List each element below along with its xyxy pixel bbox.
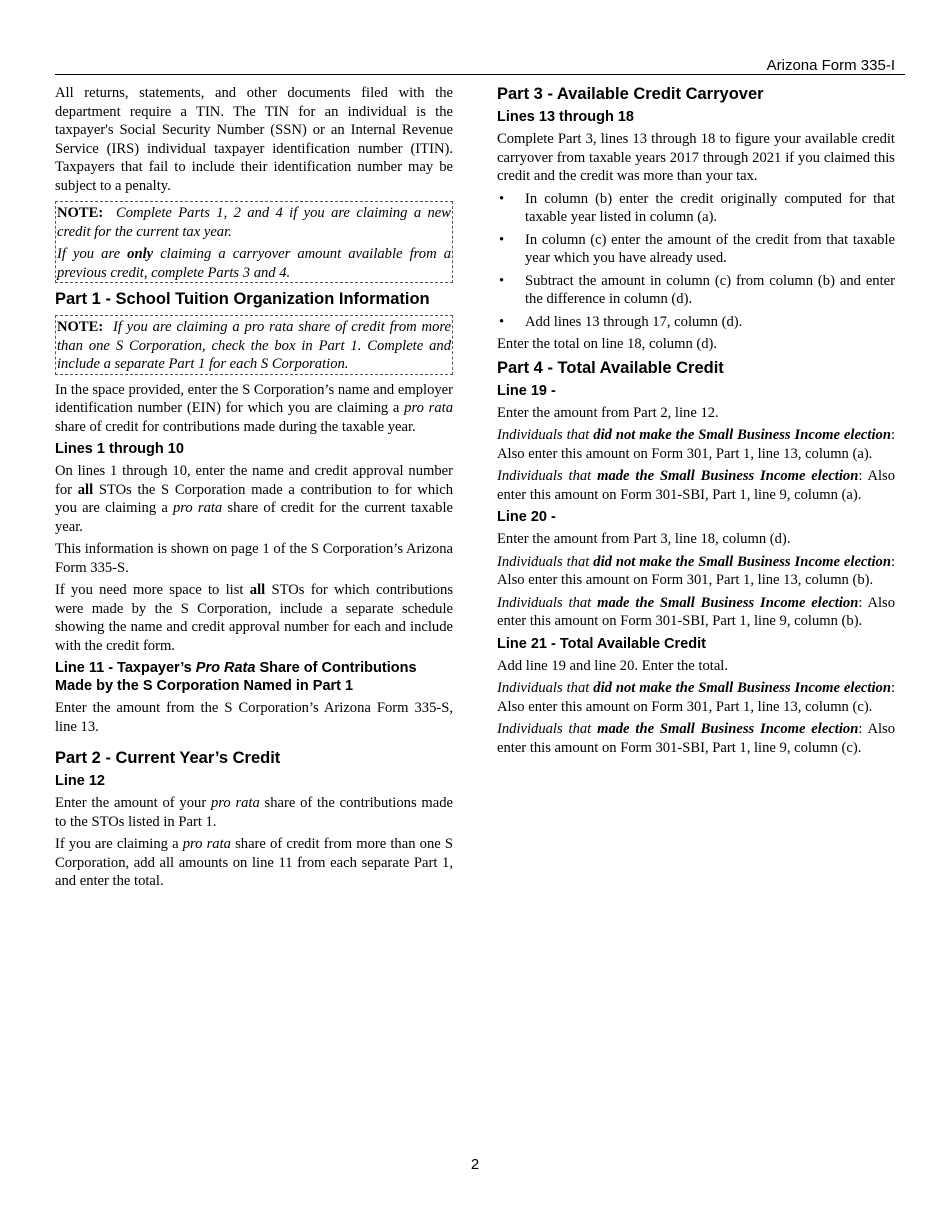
line-11-heading bbox=[55, 659, 453, 695]
part1-para-pre: In the space provided, enter the S Corporation’s name and employer identification number (EIN) for which you are claiming a bbox=[55, 381, 453, 416]
note-parts-paragraph bbox=[57, 204, 451, 241]
pro-rata-term: pro rata bbox=[404, 400, 453, 416]
bullet-item: • In column (b) enter the credit originally computed for that taxable year listed in column (a). bbox=[497, 190, 895, 227]
bullet-item: • In column (c) enter the amount of the credit from that taxable year which you have already used. bbox=[497, 231, 895, 268]
lines-13-18-paragraph: Complete Part 3, lines 13 through 18 to figure your available credit carryover from taxable years 2017 through 2021 if you claimed this credit and the credit was more than your tax. bbox=[497, 131, 895, 184]
no-sbi-tail: : Also enter this amount on Form 301, Part 1, line 13, column (b). bbox=[497, 553, 895, 588]
sbi-tail: : Also enter this amount on Form 301-SBI, Part 1, line 9, column (a). bbox=[497, 468, 896, 503]
no-sbi-bold-election: election bbox=[843, 427, 891, 443]
note-label: NOTE: bbox=[57, 319, 104, 335]
lines-1-10-paragraph-3 bbox=[55, 581, 453, 655]
line-21-heading: Line 21 - Total Available Credit bbox=[497, 635, 706, 652]
note-label: NOTE: bbox=[57, 205, 104, 221]
all-term: all bbox=[249, 582, 266, 598]
sbi-bold: made the Small Business Income election bbox=[597, 594, 859, 611]
left-column bbox=[55, 84, 453, 895]
lines-13-18-bullet-list bbox=[497, 190, 895, 332]
no-sbi-bold-election: election bbox=[843, 553, 891, 570]
note-carryover-only: only bbox=[127, 246, 154, 262]
line-12-p2-a: If you are claiming a bbox=[55, 836, 183, 852]
note-s-corp-text: If you are claiming a pro rata share of credit from more than one S Corporation, check the box in Part 1. Complete and include a separate Part 1 for each S Corporation. bbox=[57, 319, 451, 372]
line-19-heading: Line 19 - bbox=[497, 382, 556, 399]
note-parts-text: Complete Parts 1, 2 and 4 if you are claiming a new credit for the current tax year. bbox=[57, 205, 452, 240]
individuals-that: Individuals that bbox=[497, 468, 598, 484]
line-21-no-sbi-election bbox=[497, 679, 895, 716]
note-carryover-paragraph bbox=[57, 245, 451, 282]
sbi-bold: made the Small Business Income election bbox=[597, 468, 859, 484]
page-number: 2 bbox=[470, 1156, 480, 1173]
lines-13-18-heading: Lines 13 through 18 bbox=[497, 109, 634, 125]
lines-1-10-p3-a: If you need more space to list bbox=[55, 582, 250, 598]
line-11-paragraph: Enter the amount from the S Corporation’s Arizona Form 335-S, line 13. bbox=[55, 700, 453, 735]
line-21-sbi-election bbox=[497, 720, 895, 757]
individuals-that: Individuals that bbox=[497, 680, 594, 696]
part2-heading: Part 2 - Current Year’s Credit bbox=[55, 749, 281, 767]
lines-13-18-total: Enter the total on line 18, column (d). bbox=[497, 336, 718, 352]
form-name-header: Arizona Form 335-I bbox=[766, 57, 895, 74]
line-12-paragraph-2 bbox=[55, 835, 453, 891]
pro-rata-term: pro rata bbox=[172, 500, 223, 516]
note-s-corp-paragraph bbox=[57, 318, 451, 374]
line-20-no-sbi-election bbox=[497, 553, 895, 590]
bullet-item: • Add lines 13 through 17, column (d). bbox=[497, 313, 895, 332]
tin-intro-paragraph: All returns, statements, and other documents filed with the department require a TIN. The TIN for an individual is the taxpayer's Social Security Number (SSN) or an Internal Revenue Service (IRS) individual taxpayer identification number (ITIN). Taxpayers that fail to include their identification number may be subject to a penalty. bbox=[55, 85, 453, 194]
line-12-heading: Line 12 bbox=[55, 773, 105, 789]
no-sbi-bold-election: election bbox=[843, 680, 891, 696]
lines-1-10-paragraph-1 bbox=[55, 462, 453, 536]
line-12-p1-b: share of the contributions made to the STOs listed in Part 1. bbox=[55, 795, 454, 830]
lines-1-10-heading: Lines 1 through 10 bbox=[55, 441, 184, 457]
right-column bbox=[497, 84, 895, 761]
lines-1-10-p1-c: share of credit for the current taxable year. bbox=[55, 500, 453, 535]
sbi-tail: : Also enter this amount on Form 301-SBI, Part 1, line 9, column (b). bbox=[497, 594, 896, 629]
all-term: all bbox=[77, 481, 94, 498]
lines-1-10-p1-a: On lines 1 through 10, enter the name and credit approval number for bbox=[55, 463, 453, 498]
note-box-parts bbox=[55, 201, 453, 283]
lines-1-10-p3-b: STOs for which contributions were made by the S Corporation, include a separate schedule showing the name and credit approval number for each and include with the credit form. bbox=[55, 582, 453, 654]
line-11-heading-c: Share of Contributions Made by the S Corporation Named in Part 1 bbox=[55, 660, 417, 694]
line-21-paragraph: Add line 19 and line 20. Enter the total. bbox=[497, 657, 729, 674]
sbi-tail: : Also enter this amount on Form 301-SBI, Part 1, line 9, column (c). bbox=[497, 721, 896, 756]
note-carryover-pre: If you are bbox=[57, 246, 128, 262]
sbi-bold: made the Small Business Income election bbox=[597, 721, 859, 737]
bullet-item: • Subtract the amount in column (c) from column (b) and enter the difference in column (d). bbox=[497, 272, 895, 309]
line-11-heading-pro-rata: Pro Rata bbox=[195, 660, 256, 676]
individuals-that: Individuals that bbox=[497, 553, 594, 570]
part1-heading: Part 1 - School Tuition Organization Information bbox=[55, 290, 430, 308]
part4-heading: Part 4 - Total Available Credit bbox=[497, 358, 724, 377]
line-19-paragraph: Enter the amount from Part 2, line 12. bbox=[497, 404, 719, 421]
pro-rata-term: pro rata bbox=[210, 795, 260, 811]
line-20-sbi-election bbox=[497, 594, 895, 631]
line-19-sbi-election bbox=[497, 467, 895, 504]
line-19-no-sbi-election bbox=[497, 426, 895, 463]
individuals-that: Individuals that bbox=[497, 594, 598, 611]
line-12-p2-b: share of credit from more than one S Corporation, add all amounts on line 11 from each separate Part 1, and enter the total. bbox=[55, 836, 453, 889]
no-sbi-bold: did not make the Small Business Income bbox=[593, 553, 840, 570]
part3-heading: Part 3 - Available Credit Carryover bbox=[497, 85, 764, 103]
header-rule bbox=[55, 74, 905, 75]
individuals-that: Individuals that bbox=[497, 721, 598, 737]
no-sbi-tail: : Also enter this amount on Form 301, Part 1, line 13, column (c). bbox=[497, 680, 895, 715]
line-20-heading: Line 20 - bbox=[497, 509, 556, 525]
line-12-p1-a: Enter the amount of your bbox=[55, 795, 211, 811]
part1-paragraph bbox=[55, 381, 453, 437]
part1-para-post: share of credit for contributions made during the taxable year. bbox=[55, 418, 416, 435]
lines-1-10-p1-b: STOs the S Corporation made a contribution to for which you are claiming a bbox=[55, 481, 453, 516]
individuals-that: Individuals that bbox=[497, 427, 594, 443]
lines-1-10-paragraph-2: This information is shown on page 1 of the S Corporation’s Arizona Form 335-S. bbox=[55, 541, 453, 576]
line-20-paragraph: Enter the amount from Part 3, line 18, column (d). bbox=[497, 531, 791, 547]
pro-rata-term: pro rata bbox=[182, 836, 231, 852]
no-sbi-bold: did not make the Small Business Income bbox=[593, 427, 840, 443]
note-box-s-corp bbox=[55, 315, 453, 375]
line-11-heading-a: Line 11 - Taxpayer’s bbox=[55, 660, 196, 676]
no-sbi-tail: : Also enter this amount on Form 301, Part 1, line 13, column (a). bbox=[497, 427, 895, 462]
no-sbi-bold: did not make the Small Business Income bbox=[593, 680, 840, 696]
note-carryover-post: claiming a carryover amount available from a previous credit, complete Parts 3 and 4. bbox=[57, 246, 451, 281]
line-12-paragraph-1 bbox=[55, 794, 453, 831]
